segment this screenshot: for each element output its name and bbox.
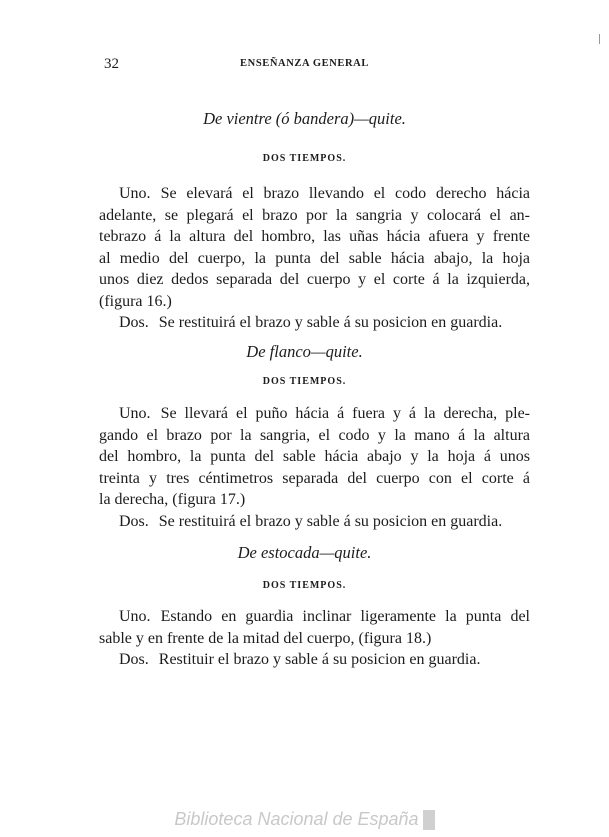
page-header	[0, 56, 609, 76]
text-line: treinta y tres céntimetros separada del cuerpo con el corte á	[99, 469, 530, 487]
paragraph	[99, 183, 530, 334]
text-line: del hombro, la punta del sable hácia abajo y la hoja á unos	[99, 448, 530, 465]
text-line: sable y en frente de la mitad del cuerpo, (figura 18.)	[99, 629, 432, 647]
step-label: Uno.	[119, 185, 151, 202]
section-heading: De vientre (ó bandera)—quite.	[203, 109, 406, 128]
section-subheading: DOS TIEMPOS.	[262, 376, 347, 387]
step-label: Dos.	[119, 314, 149, 331]
paragraph	[99, 606, 530, 671]
text-line: Dos. Restituir el brazo y sable á su posicion en guardia.	[119, 651, 481, 668]
text-line: gando el brazo por la sangria, el codo y la mano á la altura	[99, 426, 530, 444]
page-number: 32	[104, 56, 119, 72]
text-line: Uno. Se elevará el brazo llevando el codo derecho hácia	[119, 185, 530, 202]
step-label: Dos.	[119, 512, 149, 530]
text-line: Uno. Se llevará el puño hácia á fuera y á la derecha, ple-	[119, 405, 530, 422]
text-line: adelante, se plegará el brazo por la sangria y colocará el an-	[99, 206, 530, 224]
text-line: Dos. Se restituirá el brazo y sable á su posicion en guardia.	[119, 512, 503, 530]
paragraph	[99, 403, 530, 532]
section-subheading: DOS TIEMPOS.	[262, 153, 347, 164]
watermark-logo-icon	[423, 810, 435, 830]
text-line: Dos. Se restituirá el brazo y sable á su posicion en guardia.	[119, 314, 503, 331]
watermark-text: Biblioteca Nacional de España	[174, 809, 419, 829]
step-label: Uno.	[119, 405, 151, 422]
text-line: Uno. Estando en guardia inclinar ligeramente la punta del	[119, 608, 530, 625]
watermark	[0, 809, 609, 830]
text-line: unos diez dedos separada del cuerpo y el corte á la izquierda,	[99, 271, 530, 288]
text-line: al medio del cuerpo, la punta del sable hácia abajo, la hoja	[99, 249, 530, 267]
section-subheading: DOS TIEMPOS.	[262, 580, 347, 591]
scan-edge-mark	[599, 34, 600, 44]
text-line: tebrazo á la altura del hombro, las uñas hácia afuera y frente	[99, 228, 530, 245]
section-heading: De estocada—quite.	[237, 543, 372, 562]
text-line: (figura 16.)	[99, 292, 172, 310]
text-line: la derecha, (figura 17.)	[99, 491, 246, 508]
running-title: ENSEÑANZA GENERAL	[240, 58, 369, 69]
section-heading: De flanco—quite.	[246, 342, 363, 361]
step-label: Uno.	[119, 608, 151, 625]
step-label: Dos.	[119, 651, 149, 668]
